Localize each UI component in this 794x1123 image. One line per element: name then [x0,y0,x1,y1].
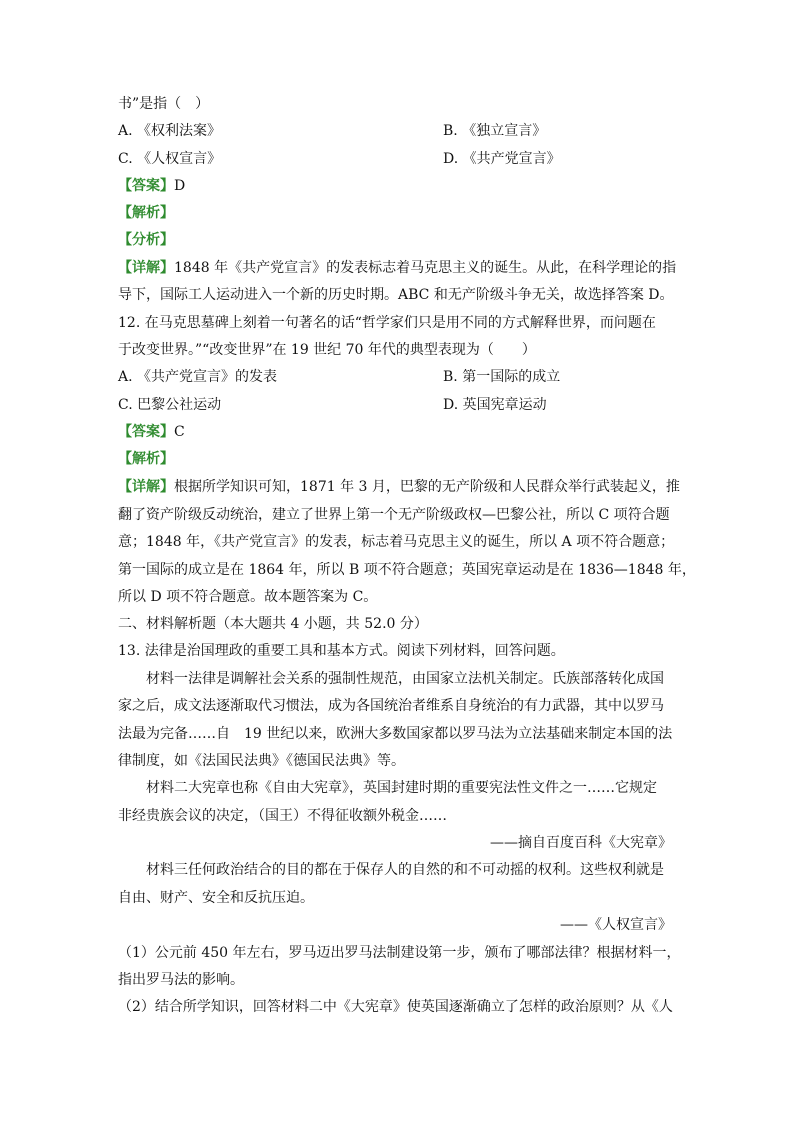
q12-xiangjie-line-3: 意；1848 年，《共产党宣言》的发表，标志着马克思主义的诞生，所以 A 项不符合题意； [118,534,675,550]
q13-stem: 13. 法律是治国理政的重要工具和基本方式。阅读下列材料，回答问题。 [118,643,565,659]
q13-material-1-line-3: 法最为完备……自 19 世纪以来，欧洲大多数国家都以罗马法为立法基础来制定本国的法 [118,726,673,742]
q12-answer [118,422,678,442]
section-2-heading: 二、材料解析题（本大题共 4 小题，共 52.0 分） [118,616,428,632]
q12-xiangjie-line-5: 所以 D 项不符合题意。故本题答案为 C。 [118,589,378,605]
xiangjie-text: 1848 年《共产党宣言》的发表标志着马克思主义的诞生。从此，在科学理论的指 [174,260,677,276]
q13-sub-1-line-2: 指出罗马法的影响。 [118,972,244,988]
answer-value: C [174,424,185,440]
q13-material-1-line-1: 材料一法律是调解社会关系的强制性规范，由国家立法机关制定。氏族部落转化成国 [146,671,664,687]
q13-material-3-line-1: 材料三任何政治结合的目的都在于保存人的自然的和不可动摇的权利。这些权利就是 [146,862,664,878]
q11-option-b: B. 《独立宣言》 [443,123,547,139]
q12-stem-line-1: 12. 在马克思墓碑上刻着一句著名的话“哲学家们只是用不同的方式解释世界，而问题在 [118,315,656,331]
q11-answer [118,176,678,196]
q12-xiangjie-line-2: 翻了资产阶级反动统治，建立了世界上第一个无产阶级政权—巴黎公社，所以 C 项符合题 [118,507,670,523]
answer-tag: 【答案】 [118,424,174,440]
q13-material-1-line-2: 家之后，成文法逐渐取代习惯法，成为各国统治者维系自身统治的有力武器，其中以罗马 [118,698,664,714]
answer-value: D [174,178,186,194]
q11-fenxi [118,230,678,250]
xiangjie-tag: 【详解】 [118,479,174,495]
q12-jiexi [118,449,678,469]
q13-material-2-line-2: 非经贵族会议的决定，（国王）不得征收额外税金…… [118,808,447,824]
q12-stem-line-2: 于改变世界。”“改变世界”在 19 世纪 70 年代的典型表现为（ ） [118,342,536,358]
q12-option-c: C. 巴黎公社运动 [118,397,222,413]
q13-material-3-line-2: 自由、财产、安全和反抗压迫。 [118,890,314,906]
jiexi-tag: 【解析】 [118,451,174,467]
q12-option-b: B. 第一国际的成立 [443,369,561,385]
q13-sub-1-line-1: （1）公元前 450 年左右，罗马迈出罗马法制建设第一步，颁布了哪部法律？根据材料一， [118,945,681,961]
xiangjie-text: 根据所学知识可知，1871 年 3 月，巴黎的无产阶级和人民群众举行武装起义，推 [174,479,680,495]
q12-xiangjie-line-4: 第一国际的成立是在 1864 年，所以 B 项不符合题意；英国宪章运动是在 1836—1848 年， [118,562,696,578]
q12-option-d: D. 英国宪章运动 [443,397,547,413]
q11-option-c: C. 《人权宣言》 [118,151,222,167]
q11-stem-tail: 书”是指（ ） [118,96,210,112]
q11-option-a: A. 《权利法案》 [118,123,222,139]
q13-material-1-line-4: 律制度，如《法国民法典》《德国民法典》等。 [118,753,405,769]
q13-material-2-source: ——摘自百度百科《大宪章》 [490,835,672,851]
q13-sub-2-line-1: （2）结合所学知识，回答材料二中《大宪章》使英国逐渐确立了怎样的政治原则？从《人 [118,999,673,1015]
q11-xiangjie-line-1 [118,258,678,278]
q11-option-d: D. 《共产党宣言》 [443,151,561,167]
q13-material-2-line-1: 材料二大宪章也称《自由大宪章》，英国封建时期的重要宪法性文件之一……它规定 [146,780,657,796]
xiangjie-tag: 【详解】 [118,260,174,276]
q12-option-a: A. 《共产党宣言》的发表 [118,369,278,385]
q12-xiangjie-line-1 [118,477,678,497]
answer-tag: 【答案】 [118,178,174,194]
jiexi-tag: 【解析】 [118,205,174,221]
q13-material-3-source: ——《人权宣言》 [560,917,672,933]
q11-jiexi [118,203,678,223]
q11-xiangjie-line-2: 导下，国际工人运动进入一个新的历史时期。ABC 和无产阶级斗争无关，故选择答案 D。 [118,287,674,303]
fenxi-tag: 【分析】 [118,232,174,248]
